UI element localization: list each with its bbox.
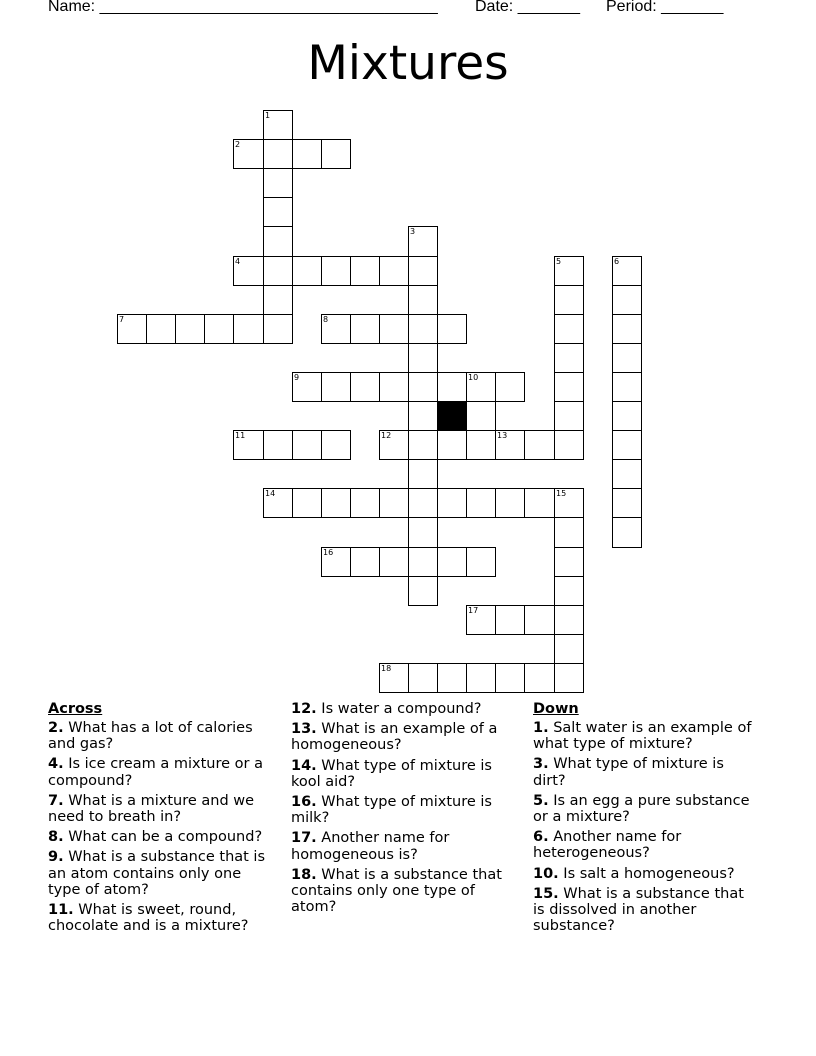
clue-number-label: 7. [48,792,64,809]
crossword-cell[interactable] [408,343,438,373]
crossword-cell[interactable] [350,372,380,402]
clue-number-18: 18 [381,664,392,673]
crossword-cell[interactable] [408,430,438,460]
clue-text: Another name for heterogeneous? [533,829,682,862]
crossword-cell[interactable] [204,314,234,344]
crossword-cell[interactable] [321,430,351,460]
clue-number-label: 12. [291,701,317,717]
crossword-cell[interactable] [263,256,293,286]
crossword-cell[interactable] [292,256,322,286]
crossword-cell[interactable] [408,459,438,489]
across-clue-13 [291,721,516,753]
clue-number-label: 11. [48,902,74,919]
crossword-cell[interactable] [554,372,584,402]
crossword-cell[interactable] [554,488,584,518]
crossword-cell[interactable] [408,663,438,693]
crossword-cell[interactable] [495,605,525,635]
clue-number-9: 9 [294,373,300,382]
down-clue-1 [533,720,758,752]
crossword-cell[interactable] [466,547,496,577]
crossword-cell[interactable] [233,314,264,344]
clue-text: Is water a compound? [316,701,482,717]
clue-number-3: 3 [410,227,416,236]
down-column [533,701,758,938]
across-clue-16 [291,794,516,826]
period-field[interactable]: Period: _______ [606,0,724,15]
crossword-cell[interactable] [263,488,293,518]
clue-text: What type of mixture is kool aid? [291,757,492,790]
crossword-cell[interactable] [612,430,642,460]
crossword-cell[interactable] [524,663,555,693]
clue-text: What is sweet, round, chocolate and is a mixture? [48,902,249,935]
clue-text: What has a lot of calories and gas? [48,720,253,753]
crossword-cell[interactable] [292,430,322,460]
black-square [437,401,467,431]
clue-text: What type of mixture is milk? [291,794,492,827]
crossword-cell[interactable] [495,430,525,460]
across-clue-9 [48,849,273,898]
clue-text: Is salt a homogeneous? [558,865,735,882]
clue-number-16: 16 [323,548,334,557]
crossword-cell[interactable] [554,517,584,548]
crossword-cell[interactable] [233,430,264,460]
crossword-cell[interactable] [554,605,584,635]
clue-number-14: 14 [265,489,276,498]
crossword-cell[interactable] [233,139,264,169]
across-clue-8 [48,829,273,845]
crossword-cell[interactable] [263,226,293,257]
clue-number-label: 1. [533,720,549,736]
crossword-cell[interactable] [466,663,496,693]
crossword-cell[interactable] [379,663,409,693]
clue-number-label: 13. [291,721,317,738]
crossword-cell[interactable] [321,139,351,169]
clue-number-label: 18. [291,866,317,883]
across-clue-17 [291,830,516,862]
crossword-cell[interactable] [612,517,642,548]
clue-text: Is an egg a pure substance or a mixture? [533,792,750,826]
crossword-cell[interactable] [554,401,584,431]
crossword-cell[interactable] [379,256,409,286]
crossword-cell[interactable] [350,547,380,577]
crossword-cell[interactable] [408,401,438,431]
down-heading: Down [533,701,579,717]
crossword-cell[interactable] [408,226,438,257]
crossword-cell[interactable] [263,139,293,169]
crossword-cell[interactable] [350,314,380,344]
crossword-cell[interactable] [146,314,176,344]
crossword-cell[interactable] [466,488,496,518]
name-field[interactable]: Name: ______________________________________ [48,0,438,15]
crossword-cell[interactable] [233,256,264,286]
date-field[interactable]: Date: _______ [475,0,580,15]
crossword-cell[interactable] [408,488,438,518]
clue-number-label: 8. [48,829,64,846]
crossword-cell[interactable] [612,488,642,518]
crossword-cell[interactable] [612,401,642,431]
crossword-cell[interactable] [612,285,642,315]
clue-text: Salt water is an example of what type of mixture? [533,720,752,753]
crossword-cell[interactable] [175,314,205,344]
crossword-cell[interactable] [437,314,467,344]
crossword-cell[interactable] [350,488,380,518]
crossword-cell[interactable] [612,256,642,286]
across-clue-list-continued [291,701,516,915]
crossword-cell[interactable] [379,488,409,518]
crossword-cell[interactable] [437,488,467,518]
down-clue-15 [533,886,758,935]
crossword-cell[interactable] [554,547,584,577]
crossword-cell[interactable] [117,314,147,344]
crossword-cell[interactable] [379,314,409,344]
clue-number-15: 15 [556,489,567,498]
crossword-cell[interactable] [437,430,467,460]
crossword-cell[interactable] [554,343,584,373]
crossword-cell[interactable] [321,256,351,286]
crossword-cell[interactable] [321,372,351,402]
clue-number-17: 17 [468,606,479,615]
crossword-cell[interactable] [524,430,555,460]
clue-number-2: 2 [235,140,241,149]
crossword-cell[interactable] [321,488,351,518]
across-clue-11 [48,902,273,934]
clue-number-7: 7 [119,315,125,324]
crossword-cell[interactable] [408,256,438,286]
crossword-cell[interactable] [495,488,525,518]
across-clue-12 [291,701,516,717]
crossword-cell[interactable] [437,547,467,577]
down-clue-5 [533,793,758,825]
crossword-cell[interactable] [408,576,438,606]
crossword-cell[interactable] [350,256,380,286]
crossword-cell[interactable] [554,256,584,286]
crossword-cell[interactable] [408,547,438,577]
crossword-cell[interactable] [437,372,467,402]
across-clue-14 [291,758,516,790]
crossword-cell[interactable] [321,547,351,577]
clue-text: What is a substance that contains only one type of atom? [291,866,502,916]
crossword-cell[interactable] [524,605,555,635]
crossword-cell[interactable] [466,372,496,402]
across-clue-2 [48,720,273,752]
crossword-cell[interactable] [554,634,584,664]
crossword-cell[interactable] [292,488,322,518]
crossword-cell[interactable] [379,547,409,577]
crossword-cell[interactable] [263,168,293,198]
across-clue-18 [291,867,516,916]
clue-number-label: 2. [48,720,64,736]
down-clue-list [533,720,758,934]
crossword-cell[interactable] [321,314,351,344]
across-column-continued [291,701,516,919]
crossword-cell[interactable] [466,605,496,635]
crossword-cell[interactable] [292,372,322,402]
crossword-cell[interactable] [408,285,438,315]
down-clue-6 [533,829,758,861]
clue-number-label: 17. [291,830,317,847]
down-clue-10 [533,866,758,882]
clue-text: What is a substance that is an atom contains only one type of atom? [48,849,266,898]
clue-text: What is a mixture and we need to breath in? [48,792,255,826]
crossword-cell[interactable] [379,430,409,460]
crossword-cell[interactable] [524,488,555,518]
crossword-cell[interactable] [495,663,525,693]
crossword-cell[interactable] [466,430,496,460]
crossword-cell[interactable] [263,197,293,227]
crossword-cell[interactable] [466,401,496,431]
clue-number-6: 6 [614,257,620,266]
clue-text: What can be a compound? [63,829,263,846]
across-clue-7 [48,793,273,825]
clue-text: What is an example of a homogeneous? [291,721,498,754]
clue-number-label: 9. [48,849,64,866]
clue-number-label: 15. [533,885,559,902]
clue-number-label: 3. [533,756,549,773]
clue-number-label: 14. [291,757,317,774]
crossword-cell[interactable] [612,343,642,373]
clue-number-label: 4. [48,756,64,773]
crossword-cell[interactable] [612,372,642,402]
crossword-cell[interactable] [554,576,584,606]
clue-number-1: 1 [265,111,271,120]
across-column [48,701,273,938]
crossword-cell[interactable] [437,663,467,693]
crossword-cell[interactable] [263,110,293,140]
crossword-cell[interactable] [554,430,584,460]
across-clue-4 [48,756,273,788]
clue-text: What type of mixture is dirt? [533,756,724,789]
clue-number-4: 4 [235,257,241,266]
clue-number-label: 5. [533,792,549,809]
crossword-cell[interactable] [263,430,293,460]
page-title: Mixtures [307,36,509,91]
clue-text: Is ice cream a mixture or a compound? [48,756,263,789]
clue-number-label: 6. [533,829,549,846]
clue-number-13: 13 [497,431,508,440]
clue-number-12: 12 [381,431,392,440]
crossword-cell[interactable] [379,372,409,402]
crossword-cell[interactable] [495,372,525,402]
across-clue-list [48,720,273,934]
crossword-cell[interactable] [263,314,293,344]
crossword-cell[interactable] [612,314,642,344]
crossword-cell[interactable] [554,663,584,693]
crossword-cell[interactable] [554,314,584,344]
clue-number-5: 5 [556,257,562,266]
clue-number-11: 11 [235,431,246,440]
crossword-cell[interactable] [408,314,438,344]
crossword-cell[interactable] [408,372,438,402]
crossword-cell[interactable] [408,517,438,548]
clue-number-label: 10. [533,865,559,882]
across-heading: Across [48,701,103,717]
crossword-cell[interactable] [292,139,322,169]
clue-number-label: 16. [291,794,317,811]
down-clue-3 [533,756,758,788]
clue-text: What is a substance that is dissolved in another substance? [533,885,744,935]
clue-number-10: 10 [468,373,479,382]
crossword-cell[interactable] [612,459,642,489]
crossword-cell[interactable] [554,285,584,315]
clue-number-8: 8 [323,315,329,324]
crossword-cell[interactable] [263,285,293,315]
clue-text: Another name for homogeneous is? [291,830,450,863]
